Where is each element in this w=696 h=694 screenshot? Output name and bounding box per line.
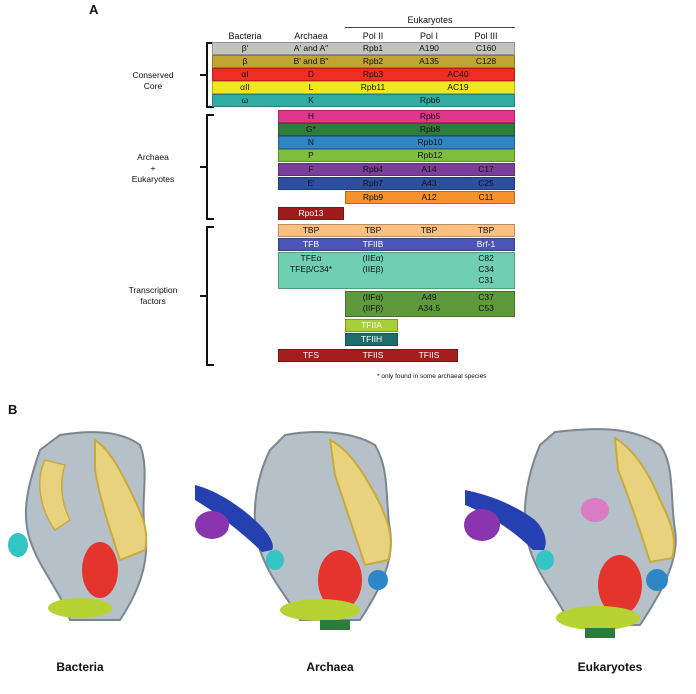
tfb-pol3: Brf-1 <box>476 239 496 249</box>
omega-bacteria: ω <box>241 95 249 105</box>
rpo13-archaea: Rpo13 <box>298 208 324 218</box>
alpha2-archaea: L <box>308 82 314 92</box>
p-archaea: P <box>308 150 314 160</box>
tfs-pol1: TFIIS <box>418 350 440 360</box>
structure-renderings <box>0 420 696 650</box>
tbp-pol3: TBP <box>477 225 495 235</box>
tfiia-pol2: TFIIA <box>361 320 382 330</box>
alpha1-pol2: Rpb3 <box>362 69 384 79</box>
rpb9-pol2: Rpb9 <box>362 192 384 202</box>
footnote: * only found in some archaeal species <box>377 373 487 380</box>
alpha1-archaea: D <box>307 69 315 79</box>
tfe-archaea: TFEα TFEβ/C34* <box>289 253 333 274</box>
eukaryotes-rule <box>345 27 515 28</box>
e-pol3: C25 <box>478 178 494 188</box>
tfiih-pol2: TFIIH <box>360 334 383 344</box>
alpha1-pol1-pol3: AC40 <box>447 69 469 79</box>
pol2-header: Pol II <box>362 31 384 41</box>
h-archaea: H <box>307 111 315 121</box>
archaea-eukaryotes-brace <box>206 114 208 220</box>
beta-prime-bacteria: β′ <box>241 43 249 53</box>
omega-eukaryotes: Rpb6 <box>419 95 441 105</box>
tff-pol3: C37 C53 <box>478 292 494 313</box>
pol1-header: Pol I <box>419 31 438 41</box>
p-eukaryotes: Rpb12 <box>417 150 443 160</box>
e-pol1: A43 <box>421 178 437 188</box>
transcription-factors-label: Transcription factors <box>128 285 178 306</box>
eukaryotes-structure <box>464 429 676 638</box>
panel-b-label: B <box>8 402 18 417</box>
beta-bacteria: β <box>242 56 248 66</box>
pol3-header: Pol III <box>474 31 498 41</box>
e-pol2: Rpb7 <box>362 178 384 188</box>
bacteria-caption: Bacteria <box>56 660 104 674</box>
f-pol1: A14 <box>421 164 437 174</box>
f-pol2: Rpb4 <box>362 164 384 174</box>
omega-archaea: K <box>308 95 314 105</box>
alpha1-bacteria: αI <box>241 69 249 79</box>
alpha2-bacteria: αII <box>240 82 250 92</box>
beta-pol2: Rpb2 <box>362 56 384 66</box>
tfb-pol2: TFIIB <box>362 239 384 249</box>
rpb9-pol3: C11 <box>478 192 494 202</box>
eukaryotes-caption: Eukaryotes <box>577 660 643 674</box>
f-pol3: C17 <box>478 164 494 174</box>
tff-pol2: (IIFα) (IIFβ) <box>362 292 384 313</box>
archaea-structure <box>195 432 391 630</box>
beta-pol1: A135 <box>419 56 439 66</box>
beta-prime-pol1: A190 <box>419 43 439 53</box>
beta-archaea: B′ and B″ <box>293 56 329 66</box>
conserved-core-brace <box>206 42 208 108</box>
transcription-factors-brace <box>206 226 208 366</box>
alpha2-pol1-pol3: AC19 <box>447 82 469 92</box>
archaea-eukaryotes-label: Archaea + Eukaryotes <box>131 152 175 184</box>
g-archaea: G* <box>306 124 316 134</box>
g-eukaryotes: Rpb8 <box>419 124 441 134</box>
tfb-archaea: TFB <box>302 239 320 249</box>
tbp-pol2: TBP <box>364 225 382 235</box>
tfs-pol2: TFIIS <box>362 350 384 360</box>
h-eukaryotes: Rpb5 <box>419 111 441 121</box>
panel-a-label: A <box>89 2 99 17</box>
beta-prime-archaea: A′ and A″ <box>293 43 329 53</box>
tfs-archaea: TFS <box>302 350 320 360</box>
rpb9-pol1: A12 <box>421 192 437 202</box>
tbp-pol1: TBP <box>420 225 438 235</box>
e-archaea: E′ <box>307 178 315 188</box>
n-eukaryotes: Rpb10 <box>417 137 443 147</box>
conserved-core-label: Conserved Core <box>132 70 174 91</box>
f-archaea: F <box>308 164 314 174</box>
beta-prime-pol3: C160 <box>475 43 497 53</box>
archaea-caption: Archaea <box>306 660 354 674</box>
beta-prime-pol2: Rpb1 <box>362 43 384 53</box>
n-archaea: N <box>307 137 315 147</box>
eukaryotes-header: Eukaryotes <box>407 15 453 25</box>
tfe-pol2: (IIEα) (IIEβ) <box>362 253 384 274</box>
alpha2-pol2: Rpb11 <box>360 82 386 92</box>
beta-pol3: C128 <box>475 56 497 66</box>
bacteria-header: Bacteria <box>228 31 262 41</box>
tff-pol1: A49 A34.5 <box>417 292 441 313</box>
tfe-pol3: C82 C34 C31 <box>478 253 494 285</box>
archaea-header: Archaea <box>294 31 328 41</box>
bacteria-structure <box>8 432 146 620</box>
tbp-archaea: TBP <box>302 225 320 235</box>
